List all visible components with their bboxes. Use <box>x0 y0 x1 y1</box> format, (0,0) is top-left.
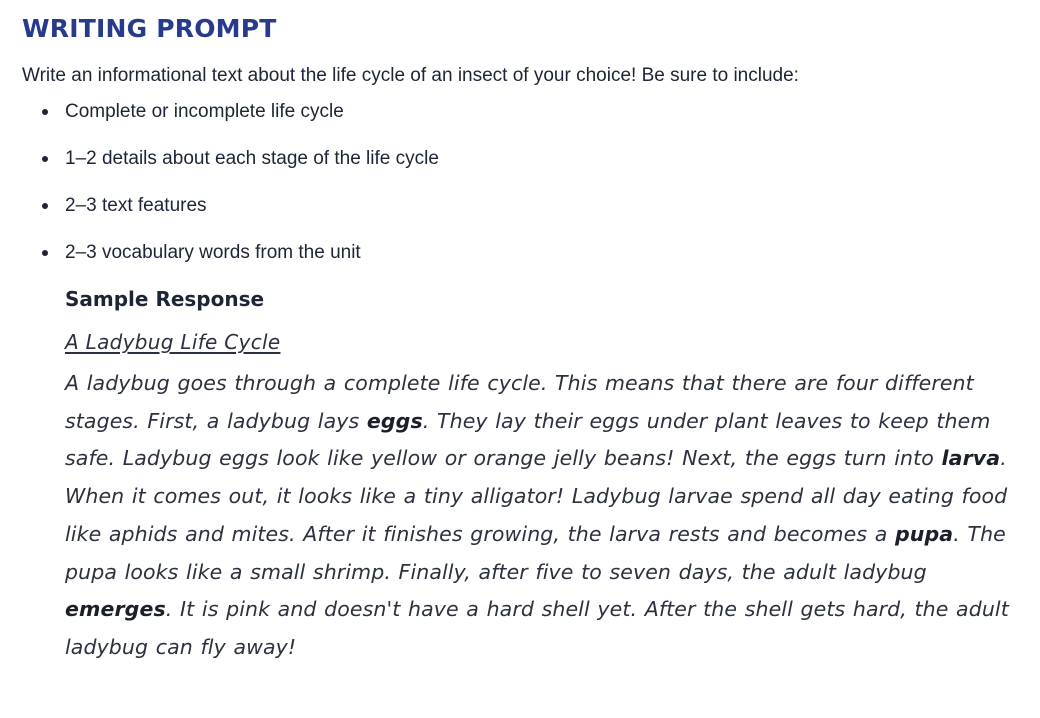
essay-text: . The pupa looks like a small shrimp. Finally, after five to seven days, the adult ladybug <box>65 521 1006 584</box>
bullet-icon <box>42 109 48 115</box>
list-item <box>65 99 1022 125</box>
vocab-word-larva: larva <box>941 446 1001 471</box>
bullet-icon <box>42 156 48 162</box>
vocab-word-emerges: emerges <box>65 597 166 622</box>
requirements-list <box>22 99 1022 266</box>
list-item <box>65 193 1022 219</box>
requirement-text: 2–3 text features <box>65 195 207 216</box>
writing-prompt-page <box>22 14 1022 667</box>
essay-text: A ladybug goes through a complete life cycle. This means that there are four different stages. First, a ladybug lays <box>65 371 974 433</box>
requirement-text: 1–2 details about each stage of the life cycle <box>65 148 439 169</box>
essay-text: . It is pink and doesn't have a hard shell yet. After the shell gets hard, the adult ladybug can fly away! <box>65 597 1009 659</box>
prompt-intro: Write an informational text about the life cycle of an insect of your choice! Be sure to include: <box>22 65 799 86</box>
essay-title: A Ladybug Life Cycle <box>65 330 281 354</box>
sample-response <box>65 285 1022 667</box>
requirement-text: Complete or incomplete life cycle <box>65 101 344 122</box>
requirement-text: 2–3 vocabulary words from the unit <box>65 242 361 263</box>
bullet-icon <box>42 250 48 256</box>
bullet-icon <box>42 203 48 209</box>
essay-text: . They lay their eggs under plant leaves to keep them safe. Ladybug eggs look like yellow or orange jelly beans! Next, the eggs turn into <box>65 408 991 471</box>
list-item <box>65 146 1022 172</box>
vocab-word-eggs: eggs <box>366 408 423 433</box>
essay-text: . When it comes out, it looks like a tiny alligator! Ladybug larvae spend all day eating food like aphids and mites. After it finishes growing, the larva rests and becomes a <box>65 446 1008 546</box>
essay-paragraph <box>65 365 1010 667</box>
vocab-word-pupa: pupa <box>895 521 954 546</box>
list-item <box>65 240 1022 266</box>
sample-response-label: Sample Response <box>65 287 265 311</box>
page-title: WRITING PROMPT <box>22 14 277 43</box>
